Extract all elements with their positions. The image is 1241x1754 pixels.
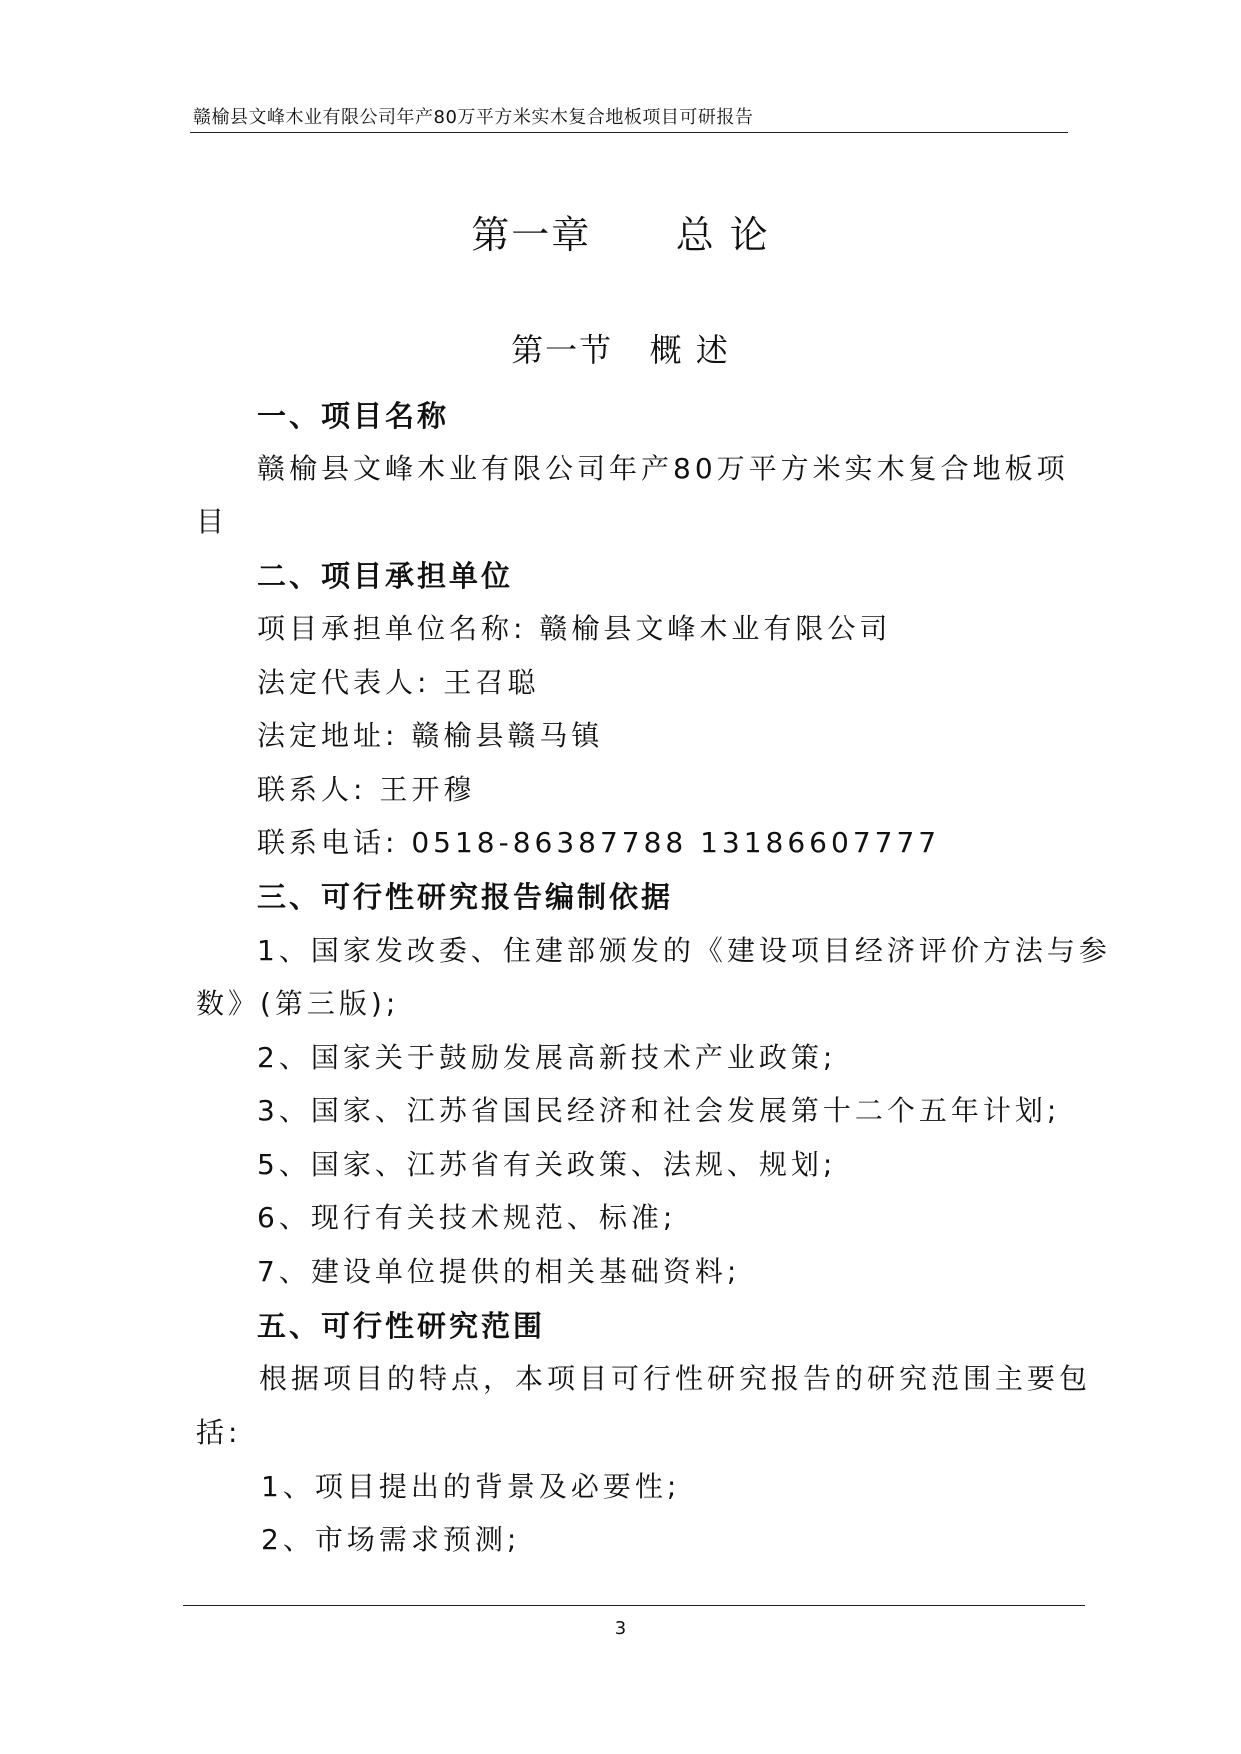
list-item: 7、建设单位提供的相关基础资料; [257, 1255, 741, 1288]
heading-project-name: 一、项目名称 [257, 399, 450, 433]
list-item: 1、项目提出的背景及必要性; [261, 1470, 681, 1503]
legal-rep-line: 法定代表人: 王召聪 [257, 666, 540, 699]
list-item-continuation: 数》(第三版); [196, 987, 400, 1020]
list-item: 5、国家、江苏省有关政策、法规、规划; [257, 1148, 837, 1181]
legal-address-line: 法定地址: 赣榆县赣马镇 [257, 719, 604, 752]
phone-line: 联系电话: 0518-86387788 13186607777 [257, 826, 941, 859]
section-title: 第一节 概 述 [511, 331, 730, 369]
list-item: 3、国家、江苏省国民经济和社会发展第十二个五年计划; [257, 1094, 1061, 1127]
heading-report-basis: 三、可行性研究报告编制依据 [257, 880, 674, 914]
chapter-title: 第一章 总 论 [471, 213, 770, 257]
list-item: 6、现行有关技术规范、标准; [257, 1201, 677, 1234]
contact-line: 联系人: 王开穆 [257, 773, 476, 806]
paragraph-line: 括: [196, 1416, 242, 1449]
list-item: 1、国家发改委、住建部颁发的《建设项目经济评价方法与参 [257, 934, 1111, 967]
page-number: 3 [614, 1618, 627, 1639]
list-item: 2、市场需求预测; [261, 1523, 521, 1556]
paragraph-line: 根据项目的特点，本项目可行性研究报告的研究范围主要包 [259, 1362, 1092, 1395]
list-item: 2、国家关于鼓励发展高新技术产业政策; [257, 1041, 837, 1074]
paragraph-line: 赣榆县文峰木业有限公司年产80万平方米实木复合地板项 [257, 452, 1069, 485]
heading-project-unit: 二、项目承担单位 [257, 559, 514, 593]
heading-research-scope: 五、可行性研究范围 [257, 1309, 546, 1343]
footer-divider [183, 1605, 1085, 1606]
running-header: 赣榆县文峰木业有限公司年产80万平方米实木复合地板项目可研报告 [193, 107, 754, 128]
header-divider [190, 132, 1068, 133]
unit-name-line: 项目承担单位名称: 赣榆县文峰木业有限公司 [257, 612, 892, 645]
paragraph-line: 目 [196, 505, 229, 538]
